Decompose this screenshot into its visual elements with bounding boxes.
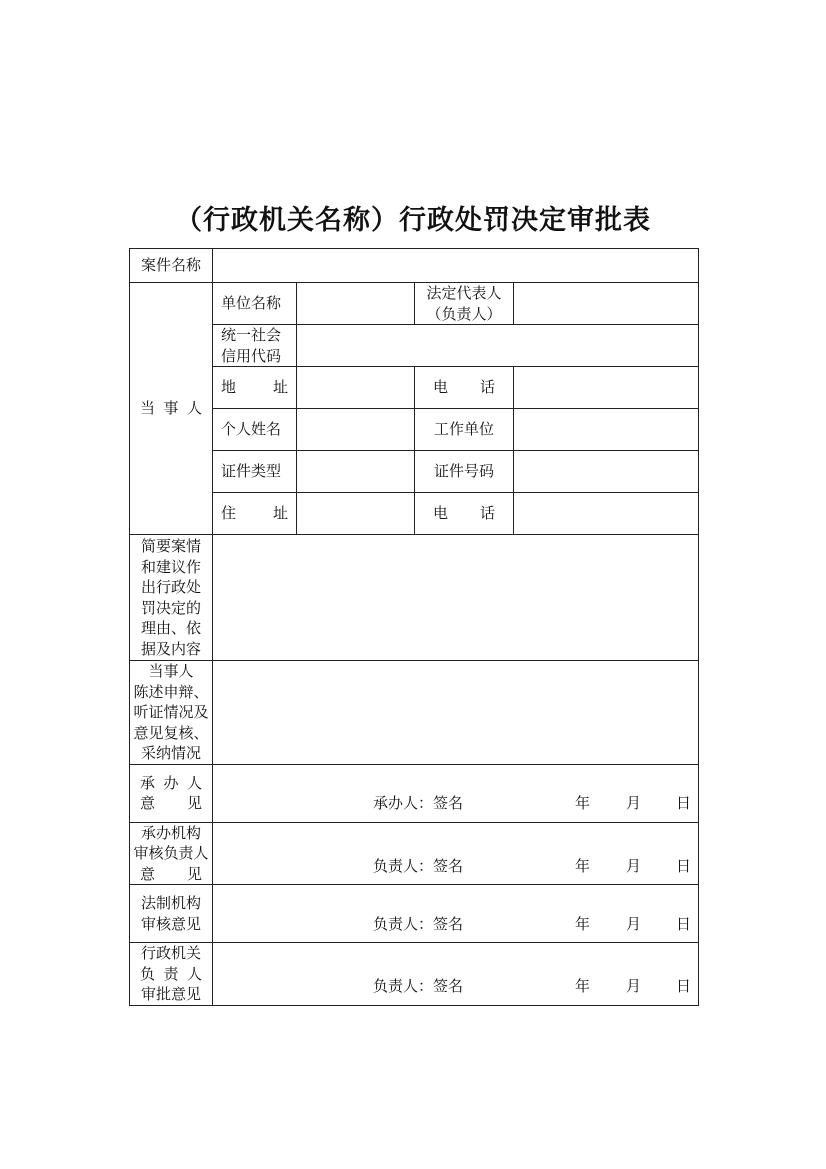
residence-label [213,493,297,535]
row-credit-code [130,325,699,367]
row-statement [130,661,699,765]
work-unit-field[interactable] [514,409,699,451]
statement-label [130,661,213,765]
statement-line: 采纳情况 [140,744,201,762]
credit-code-label-line2: 信用代码 [221,346,282,365]
row-person-name [130,409,699,451]
year-label: 年 [575,914,591,933]
row-agency-approval [130,943,699,1006]
legal-rep-label-line1: 法定代表人 [426,284,502,302]
residence-label-text: 住址 [221,504,288,523]
month-label: 月 [626,794,642,812]
year-label: 年 [575,977,591,995]
statement-line: 当事人 [148,662,194,680]
legal-rep-label [415,283,514,325]
residence-field[interactable] [297,493,415,535]
credit-code-field[interactable] [297,325,699,367]
legal-review-label [130,885,213,943]
agency-approval-field[interactable] [213,943,699,1006]
brief-case-label [130,535,213,661]
person-name-field[interactable] [297,409,415,451]
case-name-label: 案件名称 [130,249,213,283]
legal-rep-label-line2: （负责人） [426,304,502,323]
work-unit-label: 工作单位 [415,409,514,451]
year-label: 年 [575,794,591,812]
month-label: 月 [626,977,642,995]
day-label: 日 [676,794,692,812]
agency-approval-label-line2: 负责人 [140,964,202,983]
row-case-name [130,249,699,283]
day-label: 日 [676,914,692,933]
phone-label [415,367,514,409]
case-name-field[interactable] [213,249,699,283]
approval-form [129,248,698,1003]
statement-line: 听证情况及 [133,703,209,721]
legal-review-field[interactable] [213,885,699,943]
party-label [130,283,213,535]
row-legal-review [130,885,699,943]
id-number-label: 证件号码 [415,451,514,493]
unit-review-label [130,822,213,885]
approval-table [129,248,699,1006]
brief-case-line: 简要案情 [140,537,201,555]
row-residence [130,493,699,535]
day-label: 日 [676,856,692,875]
row-brief-case [130,535,699,661]
unit-review-field[interactable] [213,822,699,885]
agency-approval-label [130,943,213,1006]
unit-review-label-line2: 审核负责人 [133,844,209,862]
row-unit-review [130,822,699,885]
page-title: （行政机关名称）行政处罚决定审批表 [175,205,651,236]
address-field[interactable] [297,367,415,409]
address-label [213,367,297,409]
legal-review-signature-label: 负责人：签名 [373,914,464,933]
row-address [130,367,699,409]
legal-review-label-line2: 审核意见 [140,914,201,933]
brief-case-line: 据及内容 [140,639,201,658]
legal-rep-field[interactable] [514,283,699,325]
brief-case-line: 出行政处 [140,578,201,596]
phone-field[interactable] [514,367,699,409]
handler-opinion-label-line2: 意见 [140,794,202,812]
credit-code-label-line1: 统一社会 [221,326,282,344]
brief-case-field[interactable] [213,535,699,661]
agency-approval-label-line1: 行政机关 [140,944,201,962]
handler-signature-label: 承办人：签名 [373,794,464,812]
day-label: 日 [676,977,692,995]
address-label-text: 地址 [221,378,288,397]
id-type-field[interactable] [297,451,415,493]
phone2-label [415,493,514,535]
row-unit-name [130,283,699,325]
unit-name-field[interactable] [297,283,415,325]
brief-case-line: 罚决定的 [140,598,201,617]
phone-label-text: 电话 [433,378,495,397]
id-number-field[interactable] [514,451,699,493]
statement-field[interactable] [213,661,699,765]
brief-case-line: 理由、依 [140,619,201,637]
agency-approval-signature-label: 负责人：签名 [373,977,464,995]
unit-review-label-line3: 意见 [140,864,202,883]
id-type-label: 证件类型 [213,451,297,493]
legal-review-label-line1: 法制机构 [140,894,201,912]
phone2-field[interactable] [514,493,699,535]
unit-name-label: 单位名称 [213,283,297,325]
agency-approval-label-line3: 审批意见 [140,985,201,1003]
month-label: 月 [626,856,642,875]
credit-code-label [213,325,297,367]
year-label: 年 [575,856,591,875]
unit-review-label-line1: 承办机构 [140,823,201,842]
person-name-label: 个人姓名 [213,409,297,451]
row-handler-opinion [130,764,699,822]
statement-line: 意见复核、 [133,723,209,742]
party-label-text: 当事人 [140,399,202,418]
handler-opinion-label-line1: 承办人 [140,773,202,792]
row-id [130,451,699,493]
month-label: 月 [626,914,642,933]
phone2-label-text: 电话 [433,504,495,523]
handler-opinion-label [130,764,213,822]
brief-case-line: 和建议作 [140,557,201,576]
handler-opinion-field[interactable] [213,764,699,822]
statement-line: 陈述申辩、 [133,682,209,701]
unit-review-signature-label: 负责人：签名 [373,856,464,875]
